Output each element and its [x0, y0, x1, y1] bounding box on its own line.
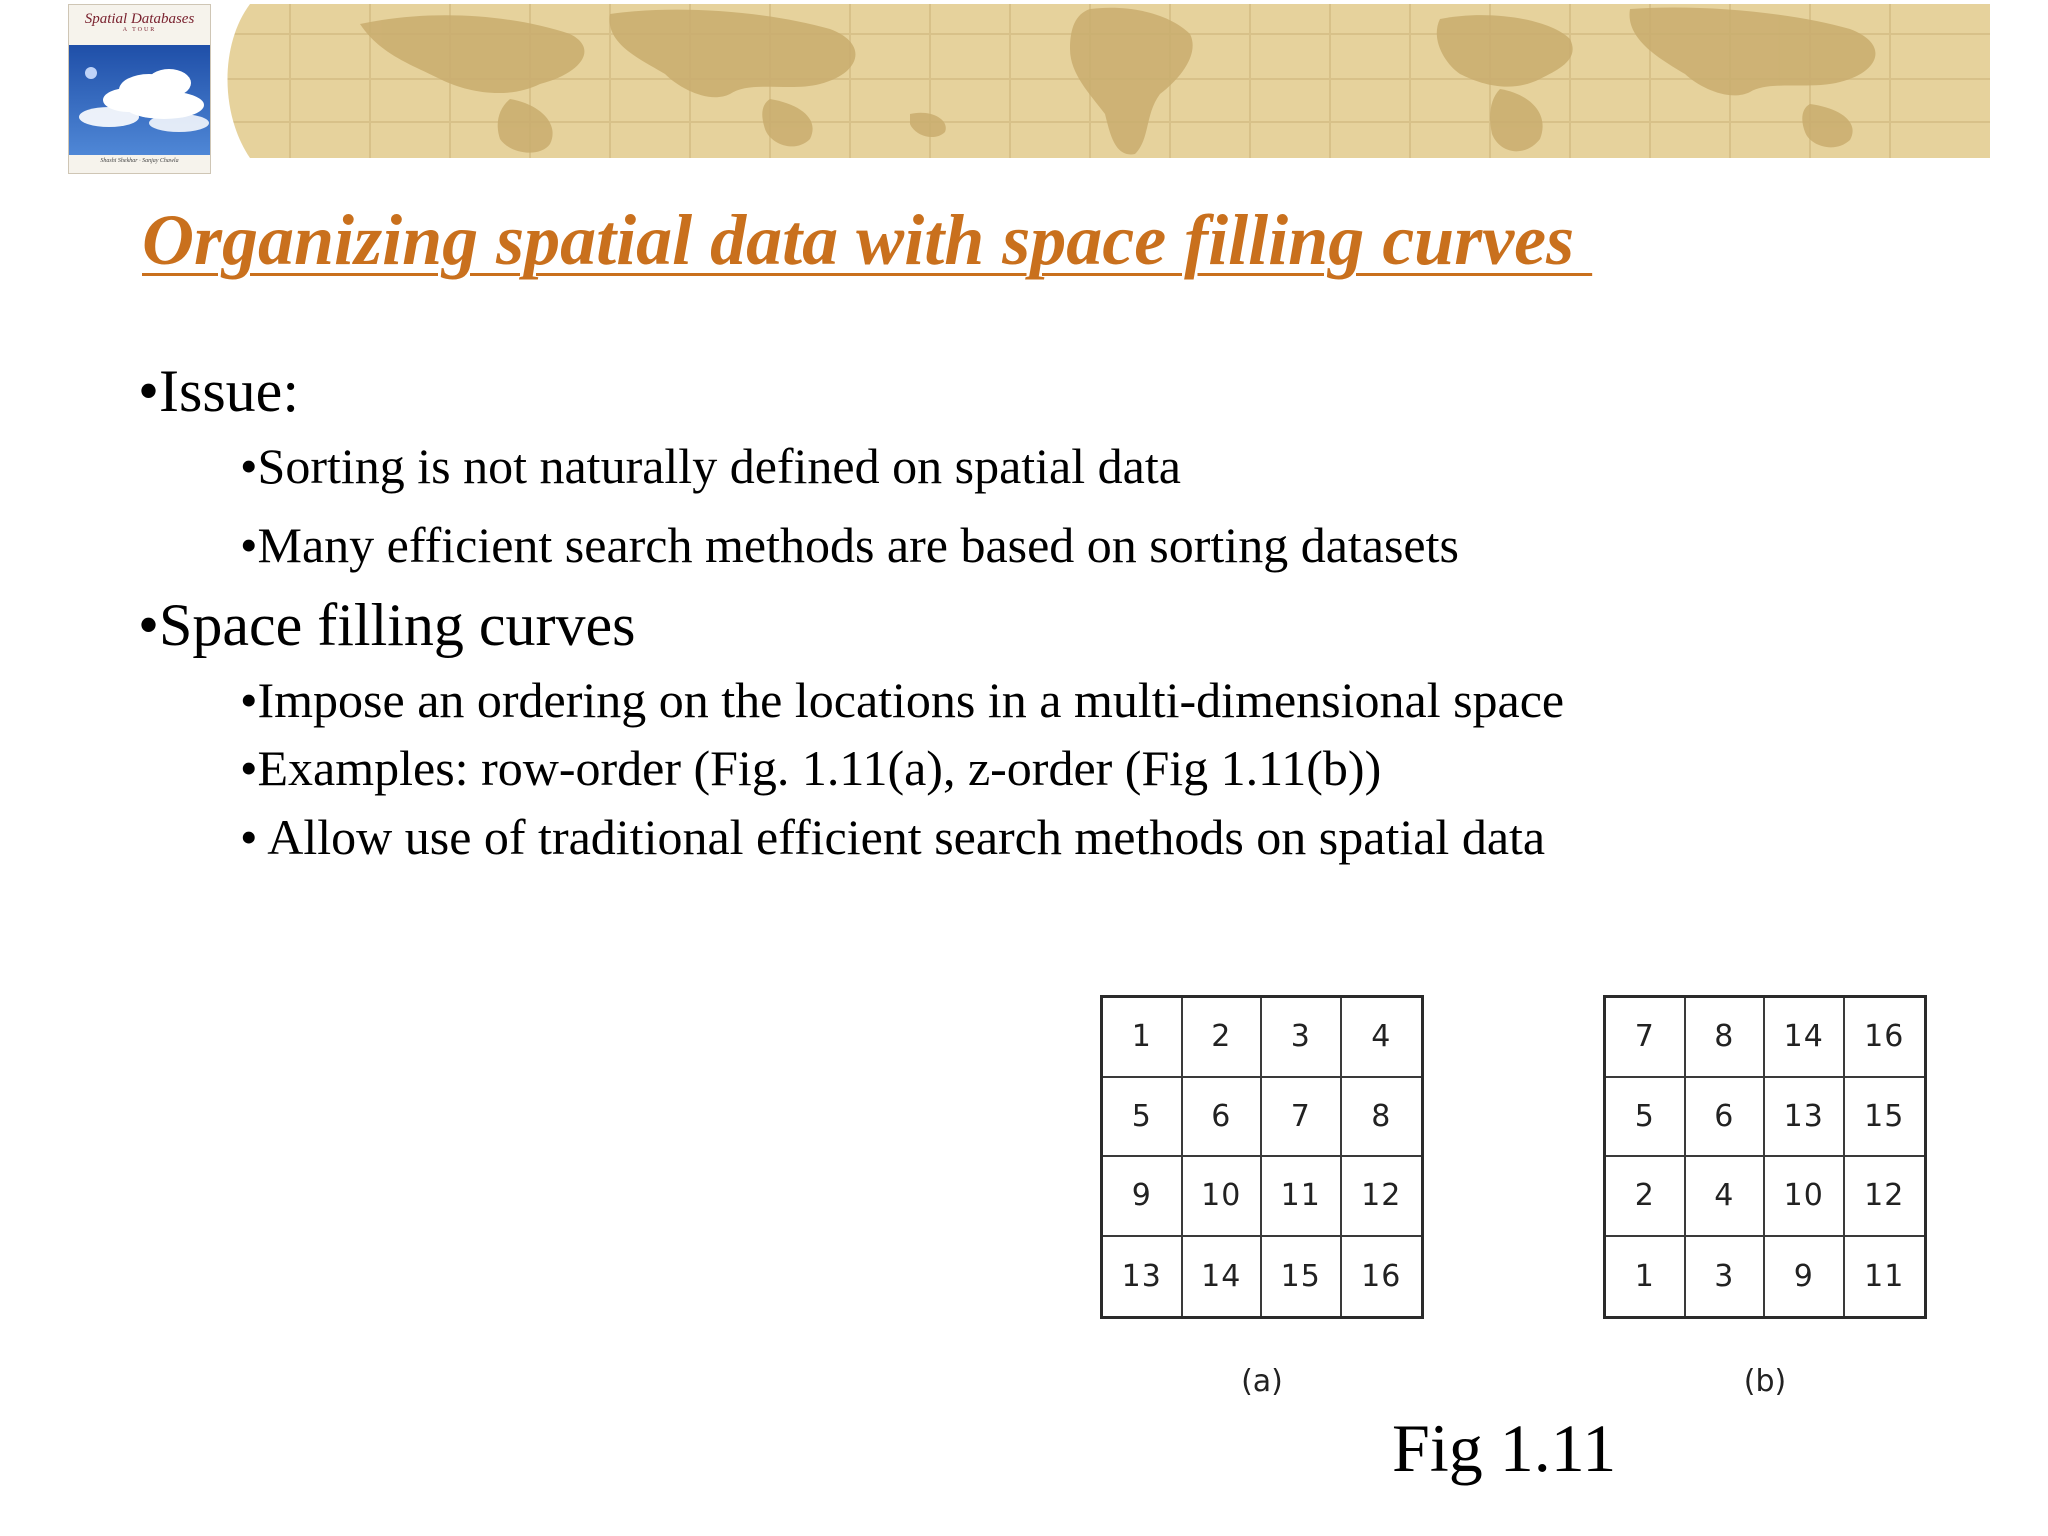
grid-cell: 4	[1342, 998, 1422, 1078]
grid-cell: 12	[1342, 1157, 1422, 1237]
grid-cell: 16	[1361, 1258, 1402, 1294]
grid-row-order	[1100, 995, 1424, 1319]
grid-cell: 6	[1183, 1078, 1263, 1158]
bullet-examples: •Examples: row-order (Fig. 1.11(a), z-order (Fig 1.11(b))	[240, 740, 1382, 796]
grid-cell: 10	[1765, 1157, 1845, 1237]
grid-cell: 13	[1103, 1237, 1183, 1317]
book-authors: Shashi Shekhar · Sanjay Chawla	[100, 158, 179, 164]
header-banner	[0, 0, 2048, 185]
caption-a: (a)	[1241, 1364, 1283, 1399]
grid-cell: 14	[1183, 1237, 1263, 1317]
grid-cell: 16	[1845, 998, 1925, 1078]
bullet-impose-ordering: •Impose an ordering on the locations in a multi-dimensional space	[240, 672, 1565, 728]
grid-cell: 1	[1606, 1237, 1686, 1317]
grid-cell: 8	[1686, 998, 1766, 1078]
grid-cell: 15	[1262, 1237, 1342, 1317]
world-map-image	[210, 4, 1990, 158]
grid-cell: 9	[1765, 1237, 1845, 1317]
grid-cell: 14	[1765, 998, 1845, 1078]
grid-cell: 5	[1606, 1078, 1686, 1158]
grid-cell: 11	[1864, 1258, 1905, 1294]
grid-cell: 11	[1262, 1157, 1342, 1237]
figure-label: Fig 1.11	[1392, 1410, 1617, 1486]
grid-cell: 13	[1765, 1078, 1845, 1158]
grid-cell: 2	[1183, 998, 1263, 1078]
grid-cell: 2	[1606, 1157, 1686, 1237]
caption-b: (b)	[1743, 1364, 1787, 1399]
grid-cell: 1	[1103, 998, 1183, 1078]
bullet-space-filling-curves: •Space filling curves	[138, 592, 636, 658]
grid-cell: 6	[1686, 1078, 1766, 1158]
grid-cell: 10	[1183, 1157, 1263, 1237]
grid-cell: 9	[1103, 1157, 1183, 1237]
grid-cell: 7	[1262, 1078, 1342, 1158]
grid-z-order	[1603, 995, 1927, 1319]
slide-title: Organizing spatial data with space filling curves	[142, 200, 1593, 280]
grid-cell: 12	[1845, 1157, 1925, 1237]
bullet-issue: •Issue:	[138, 358, 299, 424]
grid-cell: 15	[1845, 1078, 1925, 1158]
grid-cell: 4	[1686, 1157, 1766, 1237]
book-title: Spatial Databases	[84, 11, 195, 27]
bullet-allow-use: • Allow use of traditional efficient search methods on spatial data	[240, 809, 1546, 865]
grid-cell: 5	[1103, 1078, 1183, 1158]
bullet-sorting-not-defined: •Sorting is not naturally defined on spatial data	[240, 438, 1181, 494]
grid-cell: 7	[1606, 998, 1686, 1078]
grid-cell: 3	[1686, 1237, 1766, 1317]
grid-cell: 8	[1342, 1078, 1422, 1158]
sky-cloud-image	[69, 45, 211, 155]
book-subtitle: A TOUR	[122, 27, 157, 33]
book-cover-image	[68, 4, 211, 174]
grid-cell: 3	[1262, 998, 1342, 1078]
bullet-search-methods: •Many efficient search methods are based on sorting datasets	[240, 517, 1459, 573]
